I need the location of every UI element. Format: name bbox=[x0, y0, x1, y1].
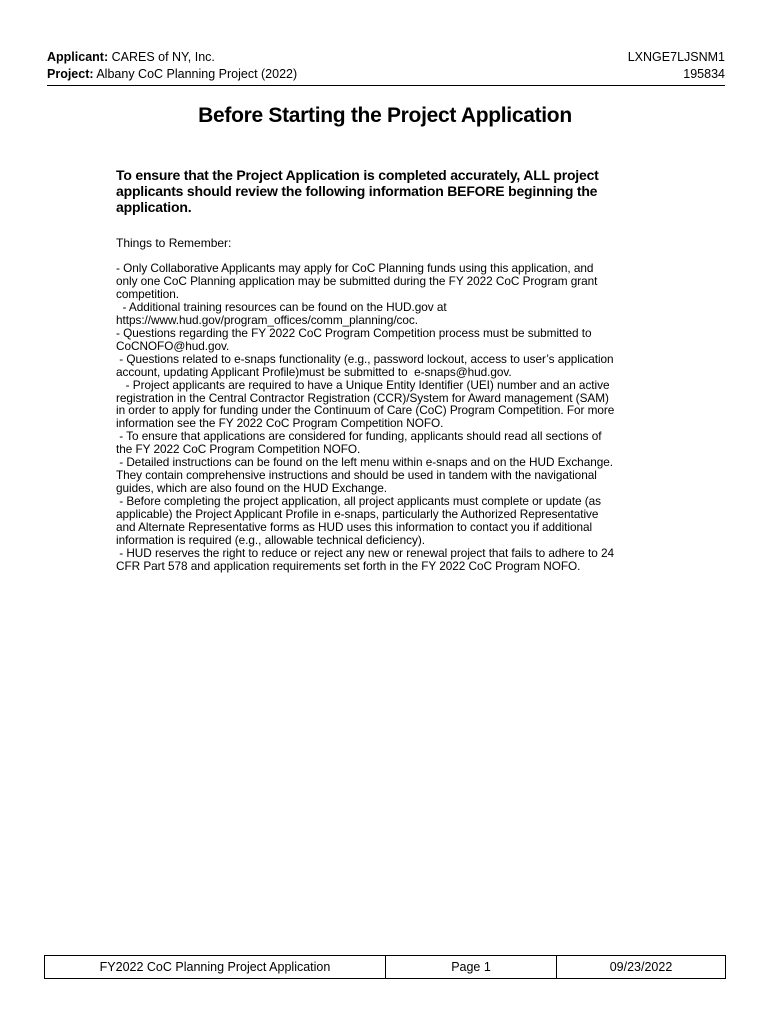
project-value: Albany CoC Planning Project (2022) bbox=[96, 67, 298, 81]
page-title: Before Starting the Project Application bbox=[198, 104, 572, 127]
footer-date: 09/23/2022 bbox=[609, 960, 673, 974]
page-header bbox=[47, 48, 725, 86]
instruction-line: in order to apply for funding under the Continuum of Care (CoC) Program Competition. For more bbox=[116, 403, 615, 418]
application-id-code: LXNGE7LJSNM1 bbox=[627, 50, 725, 64]
applicant-value: CARES of NY, Inc. bbox=[111, 50, 215, 64]
instruction-line: CoCNOFO@hud.gov. bbox=[116, 338, 230, 353]
applicant-info bbox=[47, 50, 215, 65]
instruction-line: guides, which are also found on the HUD Exchange. bbox=[116, 481, 388, 496]
instruction-line: They contain comprehensive instructions and should be used in tandem with the navigational bbox=[116, 468, 597, 483]
instruction-line: and Alternate Representative forms as HUD uses this information to contact you if additional bbox=[116, 520, 593, 535]
intro-paragraph bbox=[116, 167, 636, 215]
instruction-line: - HUD reserves the right to reduce or reject any new or renewal project that fails to adhere to 24 bbox=[116, 545, 614, 560]
instruction-line: - Only Collaborative Applicants may apply for CoC Planning funds using this application, and bbox=[116, 261, 594, 275]
instruction-line: information is required (e.g., allowable technical deficiency). bbox=[116, 533, 425, 548]
page-footer bbox=[44, 955, 726, 979]
things-to-remember-label: Things to Remember: bbox=[116, 236, 232, 250]
project-info bbox=[47, 67, 297, 82]
instruction-line: CFR Part 578 and application requirements set forth in the FY 2022 CoC Program NOFO. bbox=[116, 558, 581, 573]
instruction-line: competition. bbox=[116, 286, 180, 301]
instruction-line: - Questions regarding the FY 2022 CoC Program Competition process must be submitted to bbox=[116, 325, 592, 340]
instruction-line: - Detailed instructions can be found on the left menu within e-snaps and on the HUD Exchange. bbox=[116, 455, 613, 470]
project-label: Project: bbox=[47, 67, 94, 81]
instruction-line: only one CoC Planning application may be submitted during the FY 2022 CoC Program grant bbox=[116, 273, 598, 288]
footer-application-name: FY2022 CoC Planning Project Application bbox=[45, 956, 386, 978]
application-id-number: 195834 bbox=[683, 67, 725, 81]
instruction-line: - Additional training resources can be found on the HUD.gov at bbox=[116, 299, 447, 314]
instruction-line: https://www.hud.gov/program_offices/comm_planning/coc. bbox=[116, 312, 418, 327]
intro-line: To ensure that the Project Application is completed accurately, ALL project bbox=[116, 167, 599, 183]
instruction-line: applicable) the Project Applicant Profile in e-snaps, particularly the Authorized Representative bbox=[116, 507, 599, 522]
instruction-line: - Before completing the project application, all project applicants must complete or update (as bbox=[116, 494, 602, 509]
instruction-line: - Project applicants are required to have a Unique Entity Identifier (UEI) number and an active bbox=[116, 377, 610, 392]
instruction-line: the FY 2022 CoC Program Competition NOFO. bbox=[116, 442, 361, 457]
instruction-line: - Questions related to e-snaps functionality (e.g., password lockout, access to user’s application bbox=[116, 351, 614, 366]
intro-line: applicants should review the following information BEFORE beginning the bbox=[116, 183, 598, 199]
instruction-line: account, updating Applicant Profile)must be submitted to e-snaps@hud.gov. bbox=[116, 364, 512, 379]
footer-page-number: Page 1 bbox=[386, 956, 557, 978]
instruction-line: registration in the Central Contractor Registration (CCR)/System for Award management (SAM) bbox=[116, 390, 609, 405]
instruction-line: information see the FY 2022 CoC Program Competition NOFO. bbox=[116, 416, 444, 431]
applicant-label: Applicant: bbox=[47, 50, 109, 64]
instruction-line: - To ensure that applications are considered for funding, applicants should read all sections of bbox=[116, 429, 602, 444]
instructions-body bbox=[116, 262, 662, 573]
intro-line: application. bbox=[116, 199, 192, 215]
